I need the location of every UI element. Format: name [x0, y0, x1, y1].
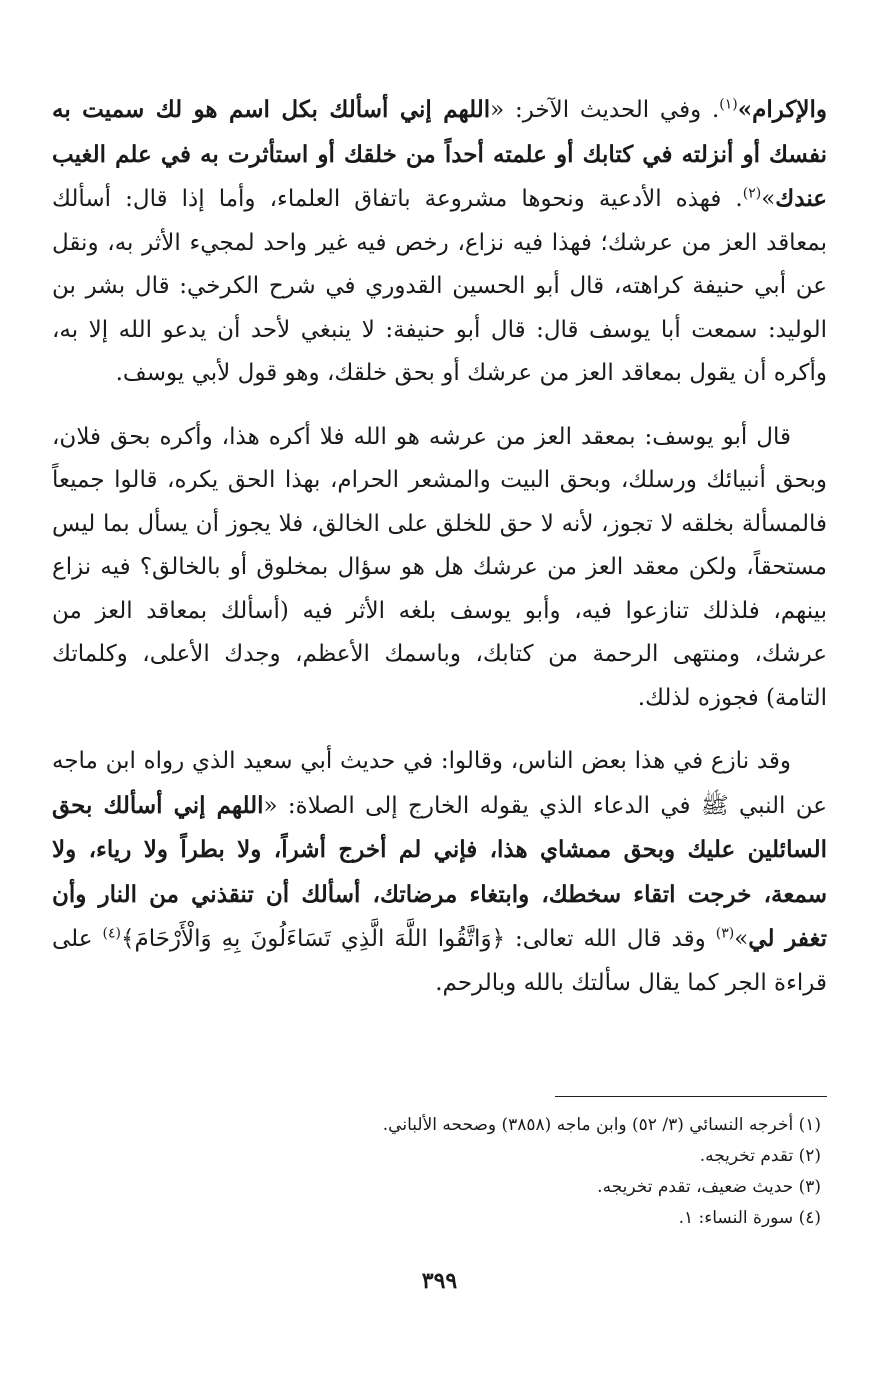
main-text: [52, 88, 827, 1025]
footnote-4: (٤) سورة النساء: ١.: [678, 1208, 821, 1228]
footnote-ref: (٣): [715, 925, 735, 942]
footnote-ref: (٤): [102, 925, 121, 942]
text-run: وقد قال الله تعالى: ﴿وَاتَّقُوا اللَّهَ الَّذِي تَسَاءَلُونَ بِهِ وَالْأَرْحَامَ﴾: [120, 926, 716, 952]
footnotes: [52, 1110, 821, 1234]
footnote-3: (٣) حديث ضعيف، تقدم تخريجه.: [597, 1177, 821, 1197]
text-run: . فهذه الأدعية ونحوها مشروعة باتفاق العلماء، وأما إذا قال: أسألك بمعاقد العز من عرشك؛ فهذا فيه نزاع، رخص فيه غير واحد لمجيء الأثر به، ونقل عن أبي حنيفة كراهته، قال أبو الحسين القدوري في شرح الكرخي: قال بشر بن الوليد: سمعت أبا يوسف قال: قال أبو حنيفة: لا ينبغي لأحد أن يدعو الله إلا به، وأكره أن يقول بمعاقد العز من عرشك أو بحق خلقك، وهو قول لأبي يوسف.: [52, 186, 827, 386]
text-run: وقد نازع في هذا بعض الناس، وقالوا: في حديث أبي سعيد الذي رواه ابن ماجه عن النبي ﷺ في الدعاء الذي يقوله الخارج إلى الصلاة: «: [52, 748, 828, 819]
paragraph-3: [52, 740, 827, 1005]
footnote-1: (١) أخرجه النسائي (٣/ ٥٢) وابن ماجه (٣٨٥٨) وصححه الألباني.: [382, 1115, 821, 1135]
bold-quote: والإكرام»: [737, 96, 827, 123]
footnote-ref: (٢): [742, 185, 762, 202]
paragraph-2: [52, 416, 827, 721]
footnote-ref: (١): [719, 96, 738, 113]
footnote-2: (٢) تقدم تخريجه.: [699, 1146, 821, 1166]
paragraph-1: [52, 88, 827, 396]
bold-quote: اللهم إني أسألك بكل اسم هو لك سميت به نفسك أو أنزلته في كتابك أو علمته أحداً من خلقك أو استأثرت به في علم الغيب عندك: [52, 96, 827, 212]
footnote-divider: [555, 1096, 827, 1097]
text-run: . وفي الحديث الآخر: «: [490, 97, 720, 123]
text-run: على قراءة الجر كما يقال سألتك بالله وبالرحم.: [52, 926, 827, 996]
bold-quote: اللهم إني أسألك بحق السائلين عليك وبحق ممشاي هذا، فإني لم أخرج أشراً، ولا بطراً ولا رياء، ولا سمعة، خرجت اتقاء سخطك، وابتغاء مرضاتك، أسألك أن تنقذني من النار وأن تغفر لي: [52, 791, 827, 952]
page-number: ٣٩٩: [421, 1268, 458, 1294]
text-run: »: [761, 186, 776, 212]
text-run: »: [734, 926, 749, 952]
text-run: قال أبو يوسف: بمعقد العز من عرشه هو الله فلا أكره هذا، وأكره بحق فلان، وبحق أنبيائك ورسلك، وبحق البيت والمشعر الحرام، بهذا الحق يكره، قالوا جميعاً فالمسألة بخلقه لا تجوز، لأنه لا حق للخلق على الخالق، فلا يجوز أن يسأل بما ليس مستحقاً، ولكن معقد العز من عرشك هل هو سؤال بمخلوق أو بالخالق؟ فيه نزاع بينهم، فلذلك تنازعوا فيه، وأبو يوسف بلغه الأثر فيه (أسألك بمعاقد العز من عرشك، ومنتهى الرحمة من كتابك، وباسمك الأعظم، وجدك الأعلى، وكلماتك التامة) فجوزه لذلك.: [52, 423, 827, 711]
